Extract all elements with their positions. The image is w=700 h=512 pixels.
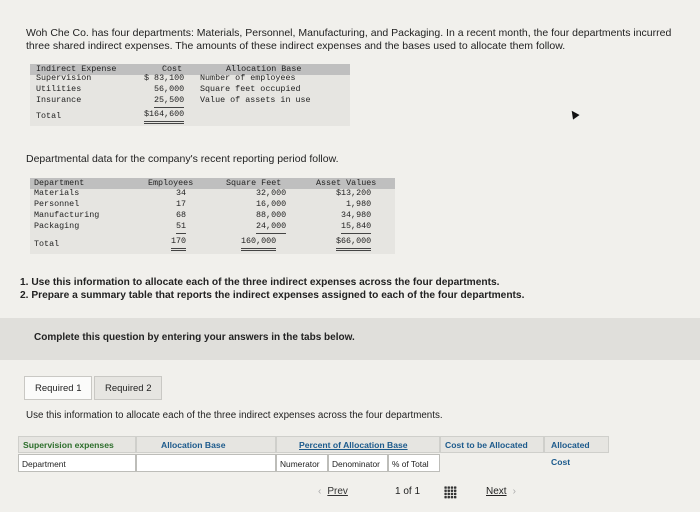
dept-assets: $13,200 (336, 188, 372, 198)
dept-name: Manufacturing (34, 210, 100, 220)
total-label: Total (34, 239, 60, 249)
dept-employees: 34 (176, 188, 187, 198)
pct-total-label: % of Total (388, 454, 440, 472)
tab-required-2[interactable]: Required 2 (94, 376, 162, 400)
task-1: 1. Use this information to allocate each of the three indirect expenses across the four departments. (20, 277, 500, 288)
problem-intro: Woh Che Co. has four departments: Materials, Personnel, Manufacturing, and Packaging. In a recent month, the four departments incurred three shared indirect expenses. The amounts of these indirect expenses and the bases used to allocate them follow. (26, 27, 672, 52)
col-header-employees: Employees (148, 178, 194, 188)
dept-assets: 1,980 (346, 199, 372, 209)
col-header-expense: Indirect Expense (36, 64, 117, 74)
chevron-right-icon: › (512, 486, 516, 497)
total-cost: $164,600 (144, 109, 184, 124)
expense-cost: 25,500 (154, 95, 184, 108)
dept-data-lead: Departmental data for the company's recent reporting period follow. (26, 153, 339, 165)
expense-name: Supervision (36, 73, 92, 83)
col-header-base: Allocation Base (226, 64, 302, 74)
dept-sqft: 16,000 (256, 199, 287, 209)
dept-sqft: 24,000 (256, 221, 286, 234)
expense-cost: 56,000 (154, 84, 185, 94)
task-list (20, 276, 524, 302)
prev-button[interactable] (318, 486, 348, 497)
dept-employees: 51 (176, 221, 186, 234)
total-sqft: 160,000 (241, 236, 276, 251)
indirect-expense-table (30, 64, 350, 126)
header-supervision-expenses: Supervision expenses (18, 436, 136, 453)
header-allocation-base: Allocation Base (136, 436, 276, 453)
task-2: 2. Prepare a summary table that reports the indirect expenses assigned to each of the four departments. (20, 290, 525, 301)
col-header-cost: Cost (162, 64, 183, 74)
tab-description: Use this information to allocate each of the three indirect expenses across the four departments. (26, 410, 443, 421)
dept-sqft: 88,000 (256, 210, 287, 220)
dept-name: Personnel (34, 199, 80, 209)
instruction-banner (0, 318, 700, 360)
expense-name: Insurance (36, 95, 82, 105)
chevron-left-icon: ‹ (318, 486, 322, 497)
total-label: Total (36, 111, 62, 121)
numerator-label: Numerator (276, 454, 328, 472)
col-header-asset-values: Asset Values (316, 178, 377, 188)
dept-sqft: 32,000 (256, 188, 287, 198)
tab-required-1[interactable]: Required 1 (24, 376, 92, 400)
col-header-department: Department (34, 178, 85, 188)
total-employees: 170 (171, 236, 186, 251)
grid-menu-icon[interactable] (444, 486, 457, 499)
dept-name: Packaging (34, 221, 80, 231)
mouse-cursor-icon (568, 108, 579, 119)
total-pages: 1 (414, 486, 421, 497)
next-button[interactable] (486, 486, 516, 497)
header-cost-to-allocate: Cost to be Allocated (440, 436, 544, 453)
allocation-base-input[interactable] (136, 454, 276, 472)
next-label: Next (486, 486, 507, 497)
page-of: of (403, 486, 412, 497)
header-allocated-cost: Allocated Cost (544, 436, 609, 453)
col-header-square-feet: Square Feet (226, 178, 282, 188)
dept-name: Materials (34, 188, 80, 198)
current-page: 1 (395, 486, 401, 497)
department-data-table (30, 178, 395, 254)
denominator-label: Denominator (328, 454, 388, 472)
dept-employees: 68 (176, 210, 187, 220)
page-indicator (395, 486, 420, 497)
expense-name: Utilities (36, 84, 82, 94)
total-assets: $66,000 (336, 236, 371, 251)
header-percent-allocation-base: Percent of Allocation Base (276, 436, 440, 453)
department-label: Department (18, 454, 136, 472)
expense-cost: $ 83,100 (144, 73, 185, 83)
expense-base: Square feet occupied (200, 84, 301, 94)
expense-base: Number of employees (200, 73, 296, 83)
banner-text: Complete this question by entering your answers in the tabs below. (34, 332, 355, 343)
dept-assets: 15,840 (341, 221, 371, 234)
prev-label: Prev (327, 486, 348, 497)
allocation-answer-table (18, 436, 609, 476)
dept-employees: 17 (176, 199, 187, 209)
expense-base: Value of assets in use (200, 95, 311, 105)
dept-assets: 34,980 (341, 210, 372, 220)
